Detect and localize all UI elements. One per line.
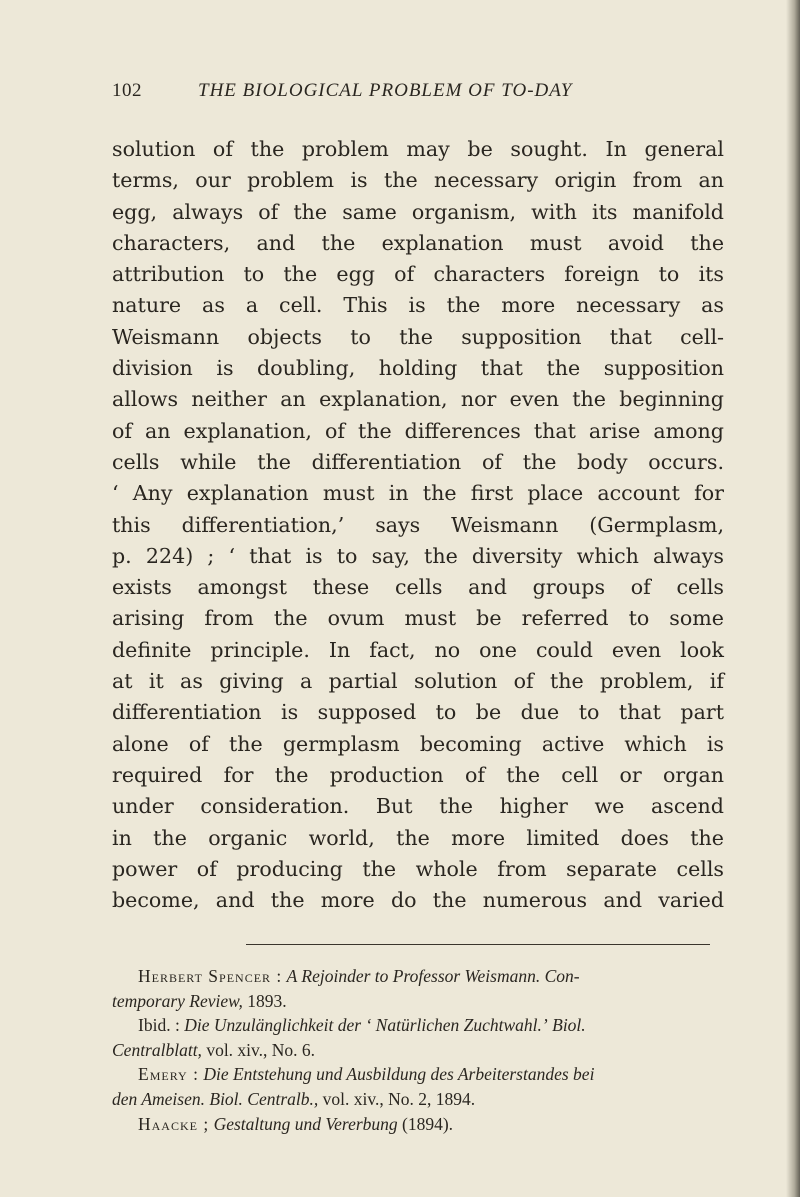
text-line: egg, always of the same organism, with its manifold xyxy=(112,199,724,224)
text-line: characters, and the explanation must avoid the xyxy=(112,230,724,255)
text-line: arising from the ovum must be referred to some xyxy=(112,606,724,631)
footnote-title: Die Entstehung und Ausbildung des Arbeiterstandes bei xyxy=(203,1064,595,1085)
text-line: this differentiation,’ says Weismann (Germplasm, xyxy=(112,512,724,537)
text-line: attribution to the egg of characters foreign to its xyxy=(112,262,724,287)
text-line: p. 224) ; ‘ that is to say, the diversity which always xyxy=(112,543,724,568)
text-line: definite principle. In fact, no one could even look xyxy=(112,637,724,662)
footnote-detail: vol. xiv., No. 6. xyxy=(206,1039,316,1060)
footnote-author: Herbert Spencer : xyxy=(138,966,283,986)
footnote-author: Emery : xyxy=(138,1064,199,1085)
footnote-journal: Con- xyxy=(544,966,580,986)
page-edge-shadow xyxy=(786,0,800,1197)
page-number: 102 xyxy=(112,80,142,101)
footnote-journal: temporary Review, xyxy=(112,990,243,1011)
text-line: ‘ Any explanation must in the first place account for xyxy=(112,481,724,506)
text-line: nature as a cell. This is the more necessary as xyxy=(112,293,724,318)
text-line: division is doubling, holding that the supposition xyxy=(112,356,724,381)
footnote-author: Ibid. : xyxy=(138,1015,180,1036)
text-line: alone of the germplasm becoming active which is xyxy=(112,731,724,756)
footnote-detail: vol. xiv., No. 2, 1894. xyxy=(322,1088,476,1109)
text-line: solution of the problem may be sought. In general xyxy=(112,137,724,161)
footnote-title: A Rejoinder to Professor Weismann. xyxy=(286,966,541,986)
body-text xyxy=(112,134,724,916)
text-line: cells while the differentiation of the body occurs. xyxy=(112,449,724,474)
footnote-journal: Centralblatt, xyxy=(112,1039,202,1060)
text-line: at it as giving a partial solution of the problem, if xyxy=(112,669,724,694)
text-line: allows neither an explanation, nor even the beginning xyxy=(112,387,724,412)
footnote xyxy=(112,1013,724,1062)
footnote-detail: 1893. xyxy=(247,990,287,1011)
footnote-detail: (1894). xyxy=(402,1113,454,1134)
footnote-title: Die Unzulänglichkeit der ‘ Natürlichen Zuchtwahl.’ xyxy=(184,1015,548,1036)
text-line: become, and the more do the numerous and varied xyxy=(112,888,724,913)
footnote-journal: Biol. xyxy=(552,1015,586,1036)
text-line: under consideration. But the higher we ascend xyxy=(112,794,724,819)
page-header xyxy=(112,80,712,104)
footnotes xyxy=(112,964,724,1136)
text-line: of an explanation, of the differences that arise among xyxy=(112,418,724,443)
footnote xyxy=(112,964,724,1013)
text-line: power of producing the whole from separate cells xyxy=(112,856,724,881)
footnote xyxy=(112,1112,724,1137)
footnote xyxy=(112,1062,724,1111)
text-line: required for the production of the cell or organ xyxy=(112,762,724,787)
footnote-title: Gestaltung und Vererbung xyxy=(213,1113,398,1134)
footnote-title: den Ameisen. xyxy=(112,1088,205,1109)
text-line: exists amongst these cells and groups of cells xyxy=(112,575,724,600)
running-title: THE BIOLOGICAL PROBLEM OF TO-DAY xyxy=(198,80,573,101)
text-line: terms, our problem is the necessary origin from an xyxy=(112,168,724,193)
footnote-author: Haacke ; xyxy=(138,1113,210,1134)
footnote-journal: Biol. Centralb., xyxy=(209,1088,319,1109)
text-line: differentiation is supposed to be due to that part xyxy=(112,700,724,725)
text-line: Weismann objects to the supposition that cell- xyxy=(112,324,724,349)
footnote-divider xyxy=(246,944,710,945)
text-line: in the organic world, the more limited does the xyxy=(112,825,724,850)
